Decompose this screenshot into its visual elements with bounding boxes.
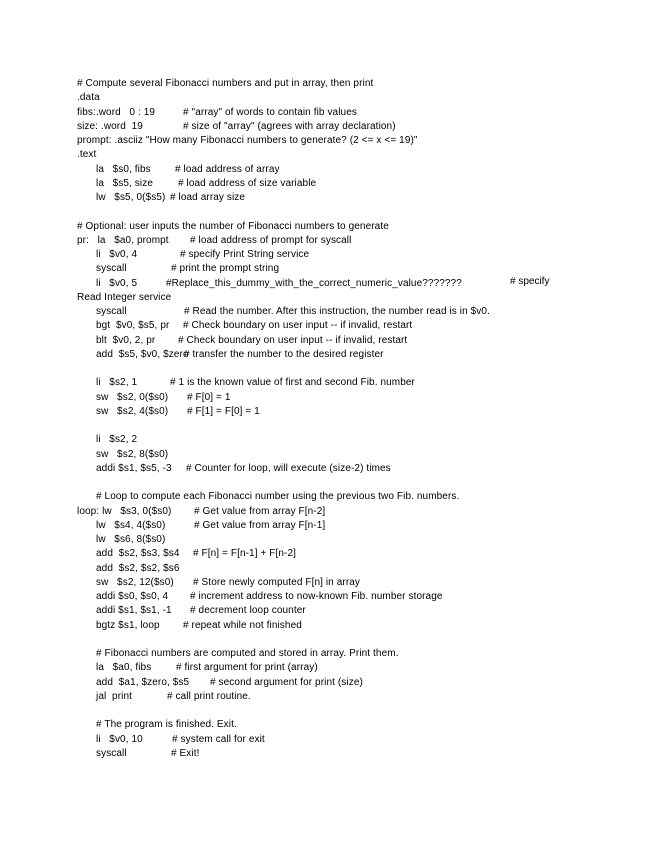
code-line: jal print xyxy=(96,691,133,702)
code-line: # The program is finished. Exit. xyxy=(96,719,237,730)
code-comment: # load array size xyxy=(170,192,246,203)
code-line: sw $s2, 8($s0) xyxy=(96,449,169,460)
code-line: li $s2, 2 xyxy=(96,434,138,445)
code-line: li $v0, 4 xyxy=(96,249,138,260)
code-line: add $s2, $s2, $s6 xyxy=(96,563,180,574)
code-line: addi $s1, $s5, -3 xyxy=(96,463,172,474)
code-comment: # Get value from array F[n-1] xyxy=(194,520,326,531)
code-line: sw $s2, 4($s0) xyxy=(96,406,169,417)
code-line: add $s2, $s3, $s4 xyxy=(96,548,180,559)
code-comment: # decrement loop counter xyxy=(190,605,306,616)
code-comment: # 1 is the known value of first and second Fib. number xyxy=(170,377,415,388)
code-line: syscall xyxy=(96,263,127,274)
code-comment: # call print routine. xyxy=(167,691,251,702)
code-line: fibs:.word 0 : 19 xyxy=(77,107,156,118)
code-line: lw $s6, 8($s0) xyxy=(96,534,166,545)
specify-comment: # specify xyxy=(510,276,550,287)
code-comment: # repeat while not finished xyxy=(183,620,302,631)
code-comment: # Check boundary on user input -- if invalid, restart xyxy=(178,335,408,346)
code-comment: # "array" of words to contain fib values xyxy=(183,107,357,118)
code-line: Read Integer service xyxy=(77,292,172,303)
code-comment: # print the prompt string xyxy=(171,263,280,274)
code-comment: # Counter for loop, will execute (size-2) times xyxy=(186,463,391,474)
code-comment: # increment address to now-known Fib. number storage xyxy=(190,591,443,602)
code-comment: # Get value from array F[n-2] xyxy=(194,506,326,517)
code-comment: # Exit! xyxy=(171,748,200,759)
code-line: bgt $v0, $s5, pr xyxy=(96,320,170,331)
code-comment: # load address of prompt for syscall xyxy=(190,235,352,246)
code-line: add $a1, $zero, $s5 xyxy=(96,677,190,688)
code-line: loop: lw $s3, 0($s0) xyxy=(77,506,172,517)
code-line: la $s0, fibs xyxy=(96,164,151,175)
code-comment: # first argument for print (array) xyxy=(176,662,318,673)
code-line: prompt: .asciiz "How many Fibonacci numbers to generate? (2 <= x <= 19)" xyxy=(77,135,418,146)
code-line: li $s2, 1 xyxy=(96,377,138,388)
code-line: li $v0, 10 xyxy=(96,734,143,745)
code-line: addi $s0, $s0, 4 xyxy=(96,591,169,602)
code-line: size: .word 19 xyxy=(77,121,143,132)
code-line: sw $s2, 12($s0) xyxy=(96,577,174,588)
code-line: li $v0, 5 xyxy=(96,278,138,289)
code-comment: # F[0] = 1 xyxy=(187,392,231,403)
code-line: addi $s1, $s1, -1 xyxy=(96,605,172,616)
code-comment: # F[n] = F[n-1] + F[n-2] xyxy=(193,548,296,559)
code-line: bgtz $s1, loop xyxy=(96,620,160,631)
code-comment: # specify Print String service xyxy=(180,249,310,260)
code-line: sw $s2, 0($s0) xyxy=(96,392,169,403)
code-comment: # system call for exit xyxy=(172,734,265,745)
code-comment: # load address of array xyxy=(175,164,280,175)
code-line: add $s5, $v0, $zero xyxy=(96,349,189,360)
code-comment: # F[1] = F[0] = 1 xyxy=(187,406,260,417)
code-line: # Optional: user inputs the number of Fibonacci numbers to generate xyxy=(77,221,389,232)
code-comment: #Replace_this_dummy_with_the_correct_numeric_value??????? xyxy=(166,278,462,289)
code-comment: # transfer the number to the desired register xyxy=(184,349,384,360)
code-line: la $s5, size xyxy=(96,178,153,189)
code-comment: # second argument for print (size) xyxy=(210,677,363,688)
code-line: blt $v0, 2, pr xyxy=(96,335,156,346)
code-line: .data xyxy=(77,92,100,103)
code-line: syscall xyxy=(96,748,127,759)
code-line: syscall xyxy=(96,306,127,317)
code-line: pr: la $a0, prompt xyxy=(77,235,169,246)
code-line: .text xyxy=(77,149,97,160)
code-comment: # size of "array" (agrees with array declaration) xyxy=(183,121,396,132)
code-comment: # Check boundary on user input -- if invalid, restart xyxy=(183,320,413,331)
code-line: # Fibonacci numbers are computed and stored in array. Print them. xyxy=(96,648,399,659)
code-line: # Compute several Fibonacci numbers and put in array, then print xyxy=(77,78,374,89)
code-line: lw $s5, 0($s5) xyxy=(96,192,166,203)
code-line: lw $s4, 4($s0) xyxy=(96,520,166,531)
code-comment: # Read the number. After this instruction, the number read is in $v0. xyxy=(184,306,490,317)
code-comment: # Store newly computed F[n] in array xyxy=(193,577,361,588)
code-comment: # load address of size variable xyxy=(178,178,317,189)
code-line: la $a0, fibs xyxy=(96,662,152,673)
code-line: # Loop to compute each Fibonacci number using the previous two Fib. numbers. xyxy=(96,491,460,502)
